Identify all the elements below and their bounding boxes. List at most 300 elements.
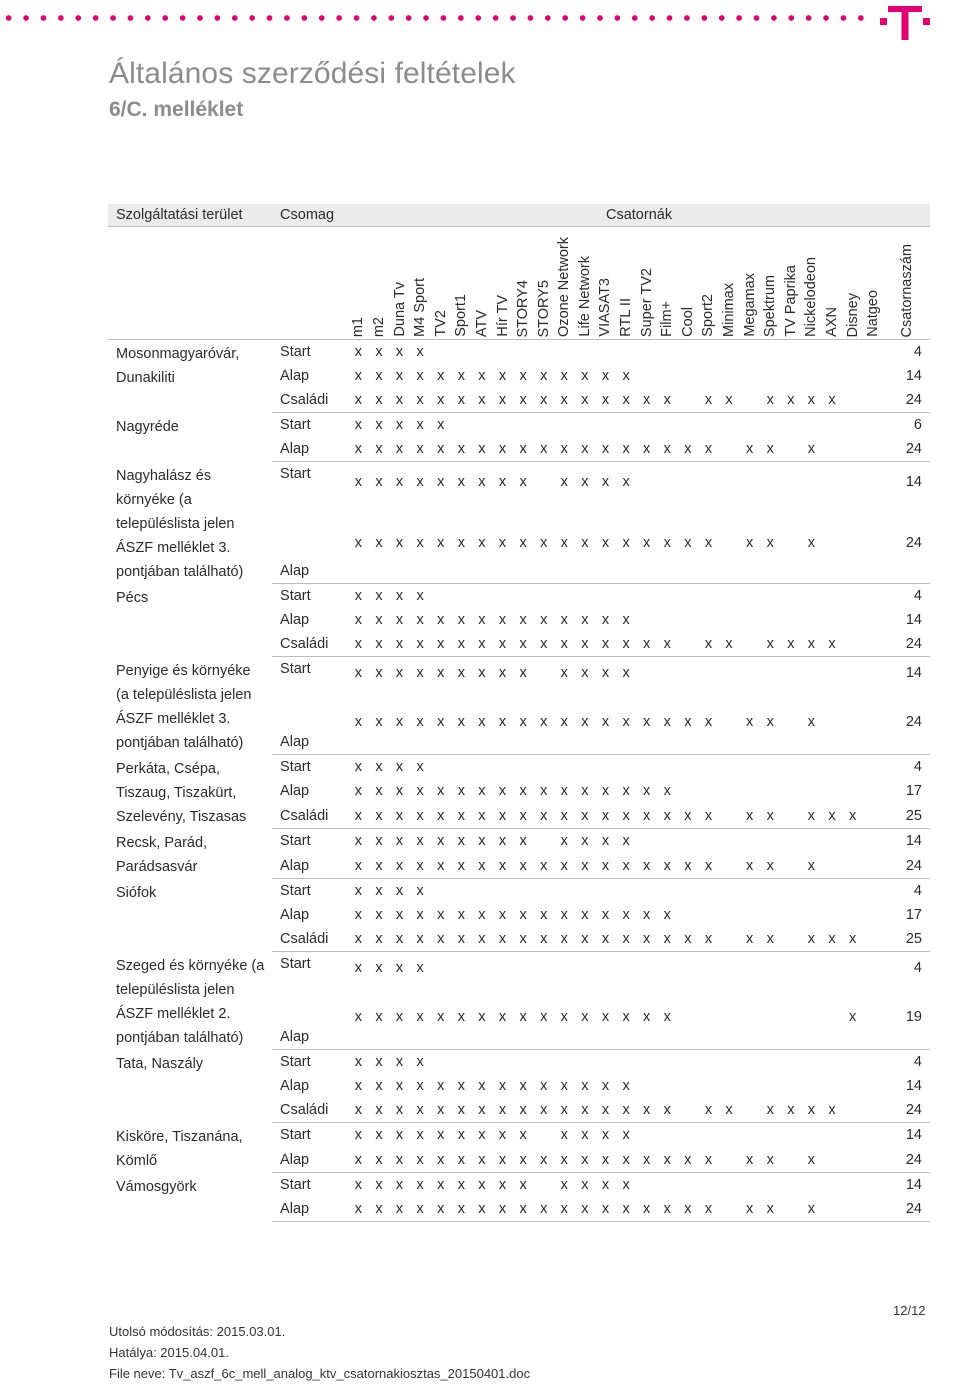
channel-mark-cell: x xyxy=(437,368,445,384)
channel-mark-cell: x xyxy=(437,474,445,491)
page-subtitle: 6/C. melléklet xyxy=(109,98,244,121)
channel-mark-cell: x xyxy=(760,1098,781,1123)
channel-name xyxy=(719,227,740,340)
channel-mark-cell xyxy=(678,388,699,413)
channel-mark-cell: x xyxy=(616,632,637,657)
channel-mark-cell: x xyxy=(395,1177,404,1193)
channel-mark-cell: x xyxy=(410,1197,431,1222)
package-name: Családi xyxy=(272,632,348,657)
channel-count-header xyxy=(884,227,931,340)
channel-mark-cell: x xyxy=(451,632,472,657)
table-row xyxy=(108,879,930,904)
channel-mark-cell xyxy=(719,903,740,927)
channel-mark-cell xyxy=(781,1074,802,1098)
channel-mark-cell: x xyxy=(389,502,410,583)
channel-mark-cell: x xyxy=(375,1078,383,1094)
channel-mark-cell: x xyxy=(389,1098,410,1123)
channel-mark-cell: x xyxy=(354,783,362,800)
channel-mark-cell xyxy=(657,364,678,388)
channel-mark-cell xyxy=(595,1050,616,1075)
channel-mark-cell: x xyxy=(375,665,383,682)
channel-mark-cell: x xyxy=(581,907,589,923)
channel-mark-cell xyxy=(595,340,616,365)
channel-name-text: ATV xyxy=(473,309,490,337)
channel-mark-cell: x xyxy=(801,632,822,657)
channel-mark-cell: x xyxy=(575,388,596,413)
channel-mark-cell: x xyxy=(554,1098,575,1123)
channel-mark-cell: x xyxy=(389,388,410,413)
channel-mark-cell xyxy=(781,755,802,780)
channel-mark-cell: x xyxy=(698,689,719,754)
channel-mark-cell xyxy=(719,755,740,780)
channel-mark-cell xyxy=(472,755,493,780)
channel-mark-cell: x xyxy=(478,368,486,384)
channel-mark-cell: x xyxy=(410,388,431,413)
channel-mark-cell xyxy=(616,413,637,438)
channel-mark-cell: x xyxy=(657,388,678,413)
channel-mark-cell: x xyxy=(636,854,657,879)
channel-mark-cell xyxy=(739,1050,760,1075)
channel-mark-cell: x xyxy=(369,1197,390,1222)
channel-mark-cell xyxy=(719,1050,740,1075)
channel-mark-cell xyxy=(698,903,719,927)
channel-mark-cell xyxy=(781,927,802,952)
channel-mark-cell: x xyxy=(492,1148,513,1173)
channel-mark-cell xyxy=(657,829,678,854)
package-name: Családi xyxy=(272,927,348,952)
channel-mark-cell xyxy=(760,413,781,438)
channel-mark-cell xyxy=(678,364,699,388)
channel-name xyxy=(369,227,390,340)
channel-mark-cell xyxy=(739,984,760,1049)
channel-mark-cell: x xyxy=(369,984,390,1049)
vertical-label-wrap xyxy=(533,227,554,339)
channel-mark-cell: x xyxy=(760,437,781,462)
channel-mark-cell: x xyxy=(622,783,630,800)
package-name: Alap xyxy=(272,1197,348,1222)
channel-mark-cell: x xyxy=(410,927,431,952)
channel-mark-cell: x xyxy=(636,1098,657,1123)
channel-mark-cell xyxy=(719,462,740,503)
package-name: Alap xyxy=(280,1078,310,1094)
channel-mark-cell: x xyxy=(416,368,424,384)
channel-mark-cell: x xyxy=(472,1197,493,1222)
channel-mark-cell xyxy=(822,903,843,927)
channel-mark-cell xyxy=(472,952,493,985)
channel-mark-cell xyxy=(678,340,699,365)
channel-mark-cell xyxy=(678,755,699,780)
channel-mark-cell: x xyxy=(595,804,616,829)
channel-mark-cell xyxy=(822,952,843,985)
package-name: Start xyxy=(280,1177,311,1193)
channel-name-text: RTL II xyxy=(618,298,635,337)
channel-mark-cell xyxy=(451,584,472,609)
channel-count: 24 xyxy=(884,1098,931,1123)
channel-count: 4 xyxy=(913,960,922,977)
channel-mark-cell xyxy=(822,413,843,438)
channel-mark-cell: x xyxy=(369,804,390,829)
channel-mark-cell: x xyxy=(457,783,465,800)
channel-mark-cell: x xyxy=(498,665,507,682)
channel-mark-cell: x xyxy=(395,417,404,433)
channel-mark-cell: x xyxy=(389,854,410,879)
service-area-name: Nagyhalász és környéke (a településlista jelen ÁSZF melléklet 3. pontjában található) xyxy=(116,467,244,580)
channel-mark-cell xyxy=(801,903,822,927)
vertical-label-wrap xyxy=(513,227,534,339)
channel-mark-cell xyxy=(863,1197,884,1222)
channel-mark-cell: x xyxy=(801,502,822,583)
channel-name xyxy=(801,227,822,340)
channel-mark-cell xyxy=(698,829,719,854)
channel-mark-cell xyxy=(760,1123,781,1148)
channel-name xyxy=(575,227,596,340)
channel-mark-cell: x xyxy=(410,1148,431,1173)
channel-count: 14 xyxy=(905,833,922,850)
channel-mark-cell: x xyxy=(430,1098,451,1123)
channel-mark-cell: x xyxy=(369,689,390,754)
channel-mark-cell xyxy=(472,413,493,438)
channel-mark-cell xyxy=(492,584,513,609)
channel-mark-cell xyxy=(451,340,472,365)
channel-mark-cell xyxy=(554,952,575,985)
channel-name xyxy=(410,227,431,340)
channel-mark-cell xyxy=(822,340,843,365)
channel-mark-cell: x xyxy=(581,612,589,628)
channel-mark-cell: x xyxy=(451,1197,472,1222)
channel-mark-cell xyxy=(739,1074,760,1098)
channel-mark-cell: x xyxy=(430,388,451,413)
channel-name xyxy=(595,227,616,340)
service-area-name: Kisköre, Tiszanána, Kömlő xyxy=(116,1128,243,1169)
channel-mark-cell xyxy=(801,657,822,690)
channel-mark-cell: x xyxy=(622,1177,630,1193)
channel-mark-cell xyxy=(781,779,802,803)
table-row xyxy=(108,462,930,503)
page-title: Általános szerződési feltételek xyxy=(109,57,516,90)
channel-mark-cell xyxy=(430,340,451,365)
channel-mark-cell: x xyxy=(478,833,486,850)
channel-mark-cell: x xyxy=(416,588,424,604)
channel-mark-cell: x xyxy=(478,474,486,491)
channel-mark-cell: x xyxy=(739,854,760,879)
channel-mark-cell: x xyxy=(663,907,671,923)
channel-mark-cell xyxy=(678,903,699,927)
channel-mark-cell: x xyxy=(472,1098,493,1123)
channel-mark-cell xyxy=(781,340,802,365)
channel-mark-cell xyxy=(698,364,719,388)
channel-mark-cell: x xyxy=(451,502,472,583)
channel-count: 25 xyxy=(884,927,931,952)
channel-mark-cell: x xyxy=(575,927,596,952)
channel-count: 24 xyxy=(884,1197,931,1222)
channel-name-text: Megamax xyxy=(741,273,758,337)
channel-mark-cell xyxy=(492,1050,513,1075)
channel-mark-cell: x xyxy=(430,632,451,657)
channel-mark-cell xyxy=(430,879,451,904)
channel-mark-cell xyxy=(760,879,781,904)
vertical-label-wrap xyxy=(554,227,575,339)
channel-name-text: Life Network xyxy=(576,256,593,337)
channel-mark-cell: x xyxy=(498,474,507,491)
channel-mark-cell xyxy=(636,1074,657,1098)
channel-mark-cell xyxy=(719,804,740,829)
channel-mark-cell xyxy=(822,608,843,632)
package-name: Alap xyxy=(280,368,310,384)
channel-mark-cell: x xyxy=(389,1197,410,1222)
channel-count: 19 xyxy=(884,984,931,1049)
channel-mark-cell xyxy=(472,340,493,365)
service-area-cell xyxy=(108,584,272,657)
channel-name-text: Sport1 xyxy=(453,294,470,337)
channel-mark-cell xyxy=(513,584,534,609)
channel-mark-cell: x xyxy=(437,665,445,682)
channel-mark-cell: x xyxy=(437,1127,445,1144)
channel-mark-cell: x xyxy=(560,368,568,384)
channel-mark-cell: x xyxy=(657,1098,678,1123)
channel-mark-cell xyxy=(760,608,781,632)
channel-mark-cell xyxy=(801,1050,822,1075)
package-name: Start xyxy=(280,344,311,360)
channel-mark-cell: x xyxy=(622,1127,630,1144)
channel-mark-cell: x xyxy=(375,960,383,977)
channel-mark-cell xyxy=(781,657,802,690)
channel-mark-cell: x xyxy=(533,1148,554,1173)
service-area-cell xyxy=(108,462,272,584)
channel-mark-cell: x xyxy=(430,1197,451,1222)
channel-mark-cell: x xyxy=(519,907,527,923)
channel-mark-cell: x xyxy=(478,783,486,800)
channel-mark-cell: x xyxy=(657,632,678,657)
channel-mark-cell xyxy=(863,755,884,780)
channel-mark-cell xyxy=(739,632,760,657)
vertical-label-wrap xyxy=(472,227,493,339)
channel-mark-cell: x xyxy=(533,984,554,1049)
top-dotted-line xyxy=(0,14,870,22)
channel-mark-cell xyxy=(822,1148,843,1173)
channel-mark-cell: x xyxy=(801,927,822,952)
channel-mark-cell: x xyxy=(395,1127,404,1144)
channel-mark-cell xyxy=(451,413,472,438)
channel-mark-cell xyxy=(739,584,760,609)
channel-mark-cell: x xyxy=(575,502,596,583)
channel-mark-cell: x xyxy=(492,927,513,952)
package-name: Alap xyxy=(280,612,310,628)
channel-mark-cell xyxy=(822,502,843,583)
channel-mark-cell xyxy=(719,1173,740,1198)
footer-filename: File neve: Tv_aszf_6c_mell_analog_ktv_csatornakiosztas_20150401.doc xyxy=(109,1366,531,1381)
channel-mark-cell: x xyxy=(616,689,637,754)
channel-mark-cell: x xyxy=(354,1127,362,1144)
footer xyxy=(109,1321,530,1384)
channel-mark-cell: x xyxy=(643,907,651,923)
channel-mark-cell xyxy=(636,413,657,438)
channel-mark-cell: x xyxy=(595,1148,616,1173)
channel-mark-cell xyxy=(781,879,802,904)
service-area-name: Szeged és környéke (a településlista jelen ÁSZF melléklet 2. pontjában található) xyxy=(116,957,265,1046)
footer-effective: Hatálya: 2015.04.01. xyxy=(109,1345,229,1360)
channel-mark-cell: x xyxy=(554,388,575,413)
channel-mark-cell: x xyxy=(492,984,513,1049)
channel-mark-cell xyxy=(616,584,637,609)
channel-mark-cell: x xyxy=(457,474,465,491)
channel-mark-cell: x xyxy=(822,388,843,413)
channel-mark-cell: x xyxy=(472,984,493,1049)
channel-mark-cell xyxy=(657,1173,678,1198)
channel-mark-cell: x xyxy=(513,854,534,879)
channel-mark-cell xyxy=(842,779,863,803)
channel-mark-cell: x xyxy=(354,1054,362,1070)
channel-mark-cell: x xyxy=(369,927,390,952)
channel-mark-cell xyxy=(472,879,493,904)
channel-mark-cell: x xyxy=(410,1098,431,1123)
channel-mark-cell: x xyxy=(739,804,760,829)
channel-mark-cell xyxy=(575,952,596,985)
channel-mark-cell: x xyxy=(348,1148,369,1173)
channel-mark-cell: x xyxy=(801,1148,822,1173)
service-area-cell xyxy=(108,1123,272,1173)
channel-mark-cell: x xyxy=(492,854,513,879)
channel-mark-cell xyxy=(533,952,554,985)
channel-mark-cell xyxy=(760,1050,781,1075)
channel-name-text: Hír TV xyxy=(494,295,511,337)
channel-mark-cell: x xyxy=(430,502,451,583)
package-name: Alap xyxy=(272,1148,348,1173)
channel-mark-cell: x xyxy=(595,502,616,583)
channel-count: 17 xyxy=(905,907,922,923)
channel-mark-cell: x xyxy=(739,927,760,952)
channel-mark-cell: x xyxy=(395,907,404,923)
channel-mark-cell: x xyxy=(375,1054,383,1070)
channel-mark-cell xyxy=(781,1123,802,1148)
channel-mark-cell xyxy=(781,608,802,632)
channel-count: 14 xyxy=(905,1078,922,1094)
channel-mark-cell xyxy=(636,462,657,503)
vertical-label-wrap xyxy=(760,227,781,339)
service-area-cell xyxy=(108,1173,272,1222)
channel-mark-cell: x xyxy=(601,665,610,682)
channel-count: 24 xyxy=(884,632,931,657)
channel-mark-cell: x xyxy=(739,502,760,583)
vertical-label-wrap xyxy=(863,227,884,339)
channel-mark-cell: x xyxy=(560,612,568,628)
channel-mark-cell xyxy=(739,879,760,904)
channel-mark-cell: x xyxy=(416,665,424,682)
channel-mark-cell: x xyxy=(416,1177,424,1193)
channel-name xyxy=(842,227,863,340)
package-name: Start xyxy=(280,661,311,677)
channel-mark-cell: x xyxy=(457,612,465,628)
channel-mark-cell: x xyxy=(657,437,678,462)
service-area-name: Tata, Naszály xyxy=(116,1055,204,1072)
channel-mark-cell: x xyxy=(575,804,596,829)
channel-mark-cell: x xyxy=(498,1078,507,1094)
channel-mark-cell: x xyxy=(375,344,383,360)
channel-mark-cell: x xyxy=(698,1197,719,1222)
channel-table xyxy=(108,204,930,1222)
table-row xyxy=(108,340,930,365)
channel-mark-cell: x xyxy=(560,1177,568,1193)
channel-mark-cell xyxy=(678,952,699,985)
channel-mark-cell: x xyxy=(533,632,554,657)
channel-count: 24 xyxy=(884,689,931,754)
channel-mark-cell xyxy=(842,829,863,854)
channel-mark-cell: x xyxy=(498,612,507,628)
channel-mark-cell: x xyxy=(437,783,445,800)
footer-modified: Utolsó módosítás: 2015.03.01. xyxy=(109,1324,286,1339)
channel-name xyxy=(430,227,451,340)
channel-mark-cell: x xyxy=(472,437,493,462)
channel-mark-cell: x xyxy=(519,1177,527,1193)
channel-mark-cell: x xyxy=(533,437,554,462)
channel-mark-cell xyxy=(698,462,719,503)
vertical-label-wrap xyxy=(698,227,719,339)
channel-mark-cell: x xyxy=(636,804,657,829)
channel-mark-cell: x xyxy=(354,907,362,923)
package-name: Start xyxy=(280,1127,311,1143)
channel-mark-cell: x xyxy=(498,368,507,384)
channel-mark-cell xyxy=(863,984,884,1049)
channel-mark-cell xyxy=(842,1074,863,1098)
vertical-label-wrap xyxy=(492,227,513,339)
channel-mark-cell: x xyxy=(657,804,678,829)
channel-mark-cell: x xyxy=(472,632,493,657)
channel-mark-cell xyxy=(657,657,678,690)
channel-mark-cell: x xyxy=(575,1148,596,1173)
channel-mark-cell: x xyxy=(601,368,610,384)
channel-mark-cell xyxy=(513,755,534,780)
package-name: Alap xyxy=(280,783,310,800)
channel-mark-cell: x xyxy=(519,1127,527,1144)
channel-mark-cell xyxy=(863,1074,884,1098)
channel-mark-cell xyxy=(636,340,657,365)
channel-name-text: Sport2 xyxy=(700,294,717,337)
vertical-label-wrap xyxy=(451,227,472,339)
channel-mark-cell: x xyxy=(636,502,657,583)
service-area-name: Perkáta, Csépa, Tiszaug, Tiszakürt, Szelevény, Tiszasas xyxy=(116,760,247,825)
channel-mark-cell: x xyxy=(554,804,575,829)
channel-mark-cell xyxy=(842,854,863,879)
channel-mark-cell: x xyxy=(560,665,568,682)
package-name: Start xyxy=(280,466,311,482)
channel-mark-cell: x xyxy=(354,833,362,850)
channel-mark-cell: x xyxy=(369,632,390,657)
channel-mark-cell xyxy=(657,755,678,780)
channel-mark-cell: x xyxy=(369,854,390,879)
channel-mark-cell xyxy=(719,779,740,803)
channel-mark-cell xyxy=(595,755,616,780)
channel-mark-cell xyxy=(863,584,884,609)
channel-mark-cell xyxy=(822,462,843,503)
channel-count: 24 xyxy=(884,388,931,413)
channel-mark-cell: x xyxy=(519,783,527,800)
channel-mark-cell xyxy=(760,340,781,365)
channel-mark-cell: x xyxy=(698,437,719,462)
channel-mark-cell xyxy=(822,1197,843,1222)
channel-mark-cell: x xyxy=(513,689,534,754)
channel-mark-cell: x xyxy=(533,854,554,879)
channel-mark-cell xyxy=(575,413,596,438)
channel-mark-cell: x xyxy=(354,665,362,682)
channel-mark-cell: x xyxy=(760,632,781,657)
channel-mark-cell: x xyxy=(492,632,513,657)
channel-mark-cell xyxy=(801,340,822,365)
channel-mark-cell xyxy=(657,584,678,609)
channel-mark-cell: x xyxy=(616,437,637,462)
table-row xyxy=(108,1173,930,1198)
channel-mark-cell: x xyxy=(616,388,637,413)
channel-mark-cell xyxy=(822,829,843,854)
channel-mark-cell: x xyxy=(457,368,465,384)
